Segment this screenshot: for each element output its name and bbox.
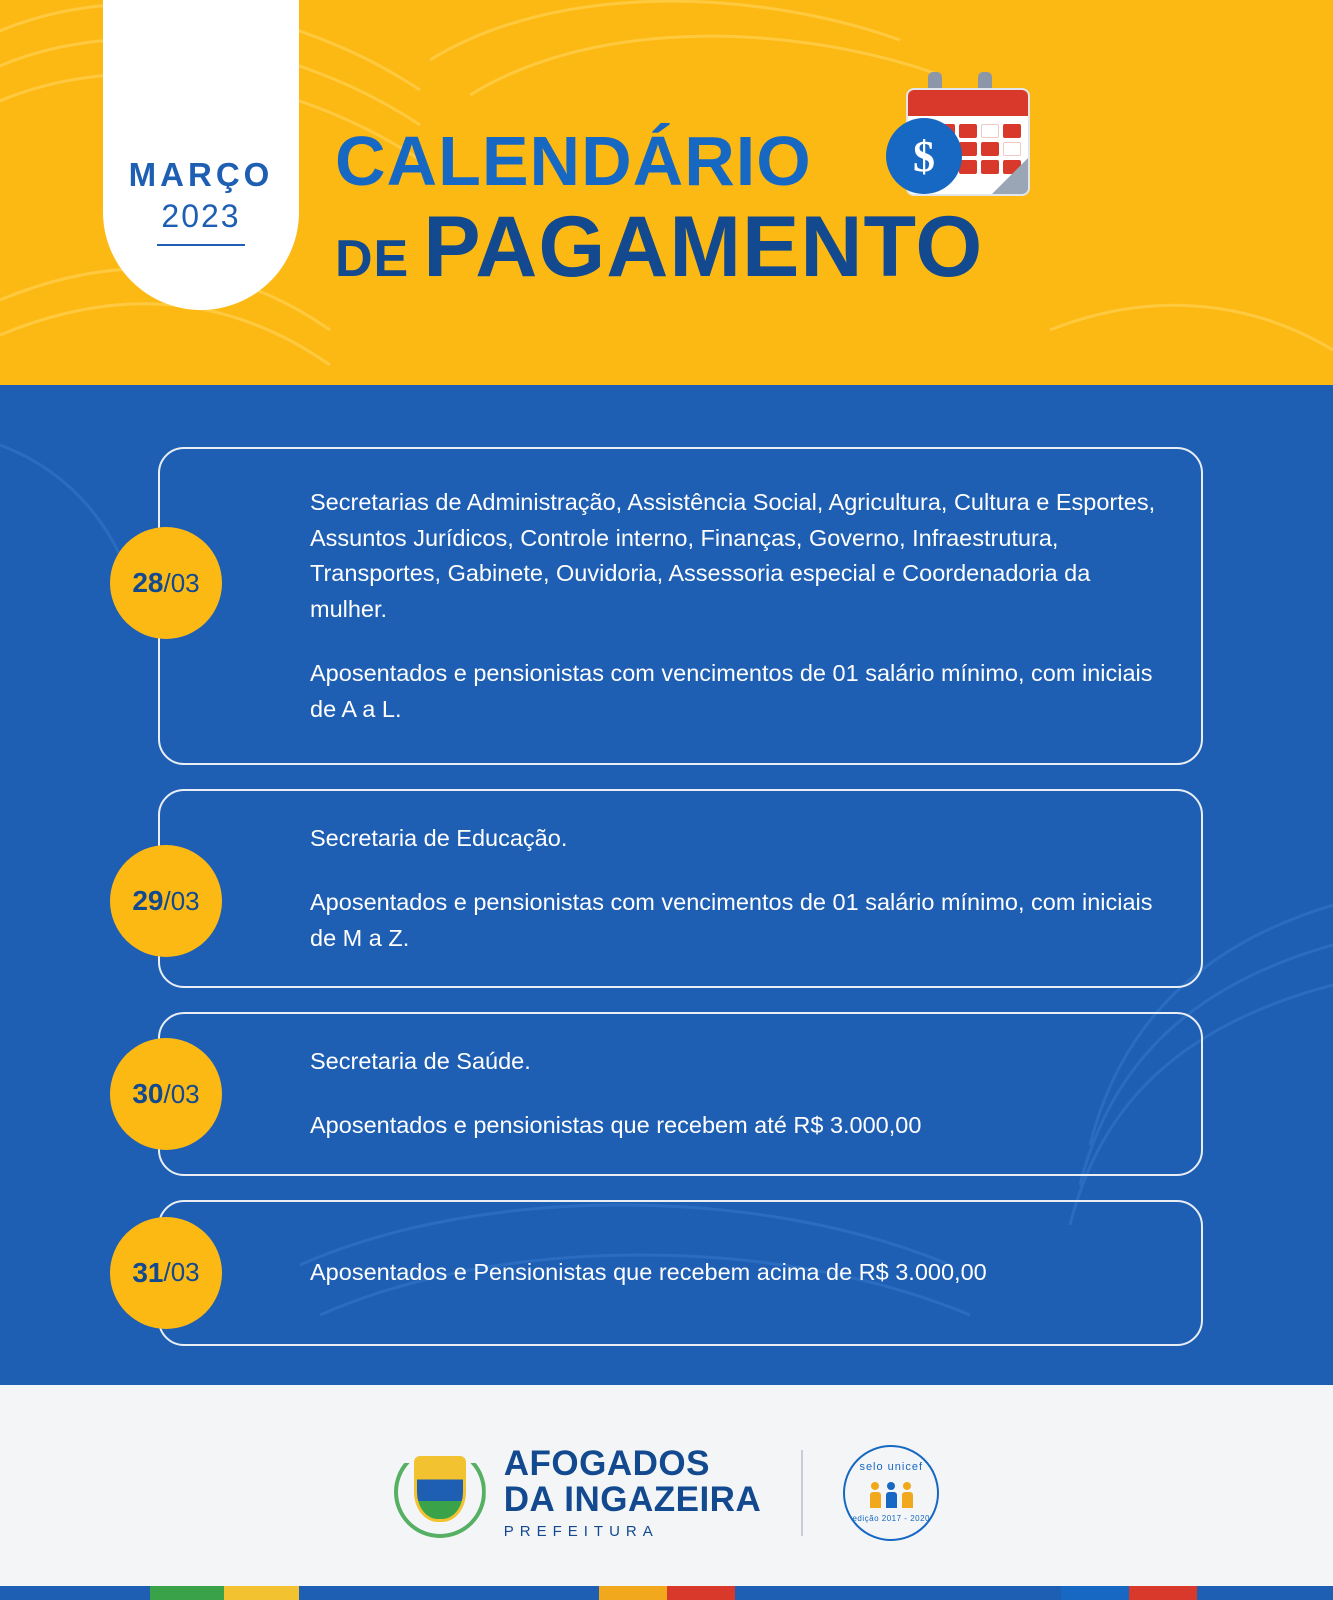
entry-day: 30 — [132, 1078, 164, 1110]
entry-card — [158, 789, 1203, 988]
entries-list — [0, 447, 1333, 1346]
dollar-coin-icon: $ — [886, 118, 962, 194]
entry-month: /03 — [163, 567, 200, 598]
city-crest-icon — [394, 1446, 486, 1538]
month-badge — [103, 0, 299, 310]
entry-day: 31 — [132, 1256, 164, 1288]
brand-line-3: PREFEITURA — [503, 1522, 659, 1540]
entry-paragraph: Secretaria de Educação. — [310, 825, 568, 852]
year-label: 2023 — [161, 197, 241, 234]
entry-paragraph: Aposentados e Pensionistas que recebem acima de R$ 3.000,00 — [310, 1259, 987, 1286]
list-item — [110, 447, 1203, 765]
title-calendario: CALENDÁRIO — [335, 122, 812, 200]
list-item — [110, 1012, 1203, 1175]
poster-footer — [0, 1385, 1333, 1600]
entry-day: 29 — [132, 885, 164, 917]
entry-month: /03 — [163, 1257, 200, 1288]
entry-paragraph: Secretaria de Saúde. — [310, 1048, 531, 1075]
footer-divider — [801, 1450, 803, 1536]
entry-date-badge — [110, 1038, 222, 1150]
title-pagamento: PAGAMENTO — [423, 198, 984, 295]
entry-date-badge — [110, 845, 222, 957]
entry-date-badge — [110, 1217, 222, 1329]
city-brand — [394, 1446, 761, 1539]
poster-header — [0, 0, 1333, 385]
poster-body — [0, 385, 1333, 1385]
entry-month: /03 — [163, 885, 200, 916]
bottom-color-strip — [0, 1586, 1333, 1600]
seal-figures — [870, 1482, 913, 1508]
unicef-seal-icon — [843, 1445, 939, 1541]
seal-bottom-text: edição 2017 - 2020 — [852, 1513, 930, 1523]
entry-paragraph: Aposentados e pensionistas que recebem até R$ 3.000,00 — [310, 1112, 922, 1139]
list-item — [110, 789, 1203, 988]
month-divider — [157, 244, 245, 246]
brand-line-2: DA INGAZEIRA — [503, 1479, 762, 1519]
entry-card — [158, 1012, 1203, 1175]
entry-date-badge — [110, 527, 222, 639]
entry-paragraph: Secretarias de Administração, Assistência Social, Agricultura, Cultura e Esportes, Assuntos Jurídicos, Controle interno, Finanças, Governo, Infraestrutura, Transportes, Gabinete, Ouvidoria, Assessoria especial e Coordenadoria da mulher. — [310, 489, 1156, 623]
poster-title — [335, 122, 1165, 295]
entry-month: /03 — [163, 1078, 200, 1109]
title-de: DE — [335, 229, 410, 288]
list-item — [110, 1200, 1203, 1346]
entry-card — [158, 1200, 1203, 1346]
entry-day: 28 — [132, 567, 164, 598]
entry-paragraph: Aposentados e pensionistas com vencimentos de 01 salário mínimo, com iniciais de A a L. — [310, 659, 1153, 722]
seal-top-text: selo unicef — [859, 1460, 924, 1473]
brand-line-1: AFOGADOS — [503, 1444, 710, 1484]
calendar-icon — [900, 72, 1040, 202]
entry-card — [158, 447, 1203, 765]
month-label: MARÇO — [128, 155, 274, 193]
entry-paragraph: Aposentados e pensionistas com vencimentos de 01 salário mínimo, com iniciais de M a Z. — [310, 889, 1153, 951]
